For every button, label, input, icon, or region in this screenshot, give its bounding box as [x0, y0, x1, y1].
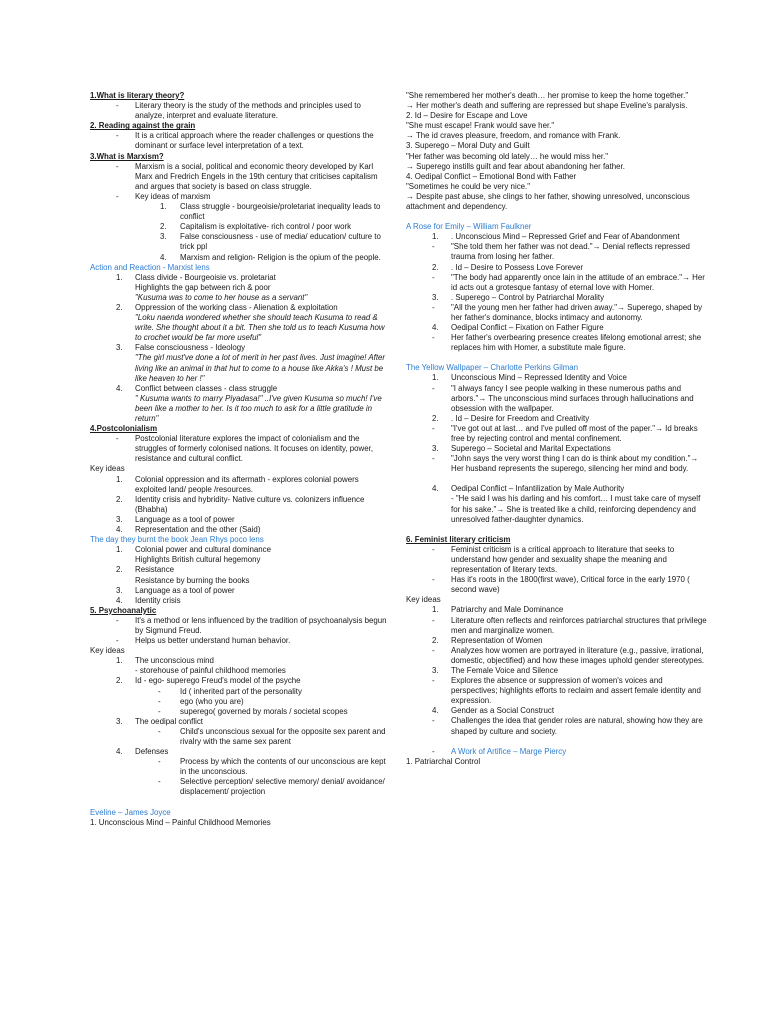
list-item	[90, 777, 390, 797]
list-item-text: Identity crisis and hybridity- Native culture vs. colonizers influence (Bhabha)	[135, 494, 365, 514]
paragraph: → The id craves pleasure, freedom, and romance with Frank.	[406, 131, 621, 141]
list-item	[406, 716, 708, 736]
list-item	[406, 605, 708, 615]
list-marker: 3.	[116, 343, 123, 353]
list-item	[90, 545, 390, 555]
list-item	[406, 323, 708, 333]
list-marker: 1.	[160, 202, 167, 212]
list-marker: 3.	[432, 292, 439, 302]
spacer	[406, 474, 708, 484]
list-marker: -	[432, 575, 435, 585]
list-marker: 3.	[432, 444, 439, 454]
list-marker: -	[432, 333, 435, 343]
paragraph: Highlights the gap between rich & poor	[135, 282, 271, 292]
text-heading: The day they burnt the book Jean Rhys poco lens	[90, 535, 264, 545]
list-item	[90, 727, 390, 747]
list-item	[90, 101, 390, 121]
list-item-text: Defenses	[135, 747, 169, 757]
list-item	[90, 343, 390, 353]
list-item-text: Conflict between classes - class struggle	[135, 383, 278, 393]
list-marker: 1.	[116, 272, 123, 282]
list-item	[406, 454, 708, 474]
section-heading: 2. Reading against the grain	[90, 121, 196, 131]
right-column	[406, 91, 708, 767]
list-item-text: "She told them her father was not dead."→ Denial reflects repressed trauma from losing her father.	[451, 242, 690, 262]
paragraph: 2. Id – Desire for Escape and Love	[406, 111, 528, 121]
list-item	[406, 666, 708, 676]
list-marker: 2.	[432, 635, 439, 645]
list-item	[406, 636, 708, 646]
list-item-text: Child's unconscious sexual for the opposite sex parent and rivalry with the same sex parent	[180, 726, 386, 746]
list-item	[90, 131, 390, 151]
section-heading: 1.What is literary theory?	[90, 91, 185, 100]
list-marker: 2.	[116, 302, 123, 312]
list-marker: -	[116, 636, 119, 646]
list-item-text: Language as a tool of power	[135, 514, 235, 524]
list-marker: 3.	[116, 514, 123, 524]
list-item-text: Id - ego- superego Freud's model of the psyche	[135, 676, 301, 686]
list-item-text: ego (who you are)	[180, 696, 244, 706]
list-marker: -	[432, 716, 435, 726]
list-item	[406, 646, 708, 666]
list-item-text: Challenges the idea that gender roles are natural, showing how they are shaped by culture and society.	[451, 716, 703, 736]
paragraph: Key ideas	[406, 595, 441, 605]
list-item	[90, 525, 390, 535]
list-item-text: Colonial oppression and its aftermath - explores colonial powers exploited land/ people /resources.	[135, 474, 359, 494]
list-item-text: . Id – Desire to Possess Love Forever	[451, 262, 584, 272]
list-item-text: "John says the very worst thing I can do is think about my condition."→ Her husband represents the superego, silencing her mind and body.	[451, 454, 699, 474]
list-item	[406, 303, 708, 323]
list-item-text: False consciousness - use of media/ education/ culture to trick ppl	[180, 232, 381, 252]
list-item	[90, 707, 390, 717]
list-item	[90, 636, 390, 646]
paragraph: Resistance by burning the books	[135, 575, 250, 585]
text-heading: The Yellow Wallpaper – Charlotte Perkins Gilman	[406, 363, 579, 373]
list-marker: -	[158, 696, 161, 706]
list-item-text: Capitalism is exploitative- rich control / poor work	[180, 222, 352, 232]
paragraph: 1. Patriarchal Control	[406, 756, 481, 766]
list-item-text: Marxism and religion- Religion is the opium of the people.	[180, 252, 381, 262]
list-item-text: "The body had apparently once lain in the attitude of an embrace."→ Her id acts out a grotesque fantasy of eternal love with Homer.	[451, 272, 705, 292]
list-item	[90, 162, 390, 192]
paragraph: 1. Unconscious Mind – Painful Childhood Memories	[90, 817, 271, 827]
list-item-text: Id ( inherited part of the personality	[180, 686, 302, 696]
spacer	[406, 737, 708, 747]
list-item	[406, 384, 708, 414]
text-heading: A Rose for Emily – William Faulkner	[406, 222, 532, 232]
list-marker: -	[116, 101, 119, 111]
list-item	[406, 545, 708, 575]
list-item	[90, 656, 390, 666]
paragraph: - "He said I was his darling and his comfort… I must take care of myself for his sake."→ She is treated like a child, reinforcing dependency and unresolved father-daughter dynamics.	[451, 494, 701, 524]
list-item-text: Superego – Societal and Marital Expectations	[451, 444, 611, 454]
list-item	[406, 263, 708, 273]
list-item	[90, 717, 390, 727]
list-item-text: Representation of Women	[451, 635, 543, 645]
list-item-text: Class divide - Bourgeoisie vs. proletariat	[135, 272, 276, 282]
list-item	[90, 273, 390, 283]
paragraph: → Superego instills guilt and fear about abandoning her father.	[406, 161, 625, 171]
paragraph: "The girl must've done a lot of merit in her past lives. Just imagine! After living like an animal in that hut to come to a house like Akka's ! Must be like heaven to her !"	[135, 353, 386, 383]
spacer	[90, 798, 390, 808]
list-item	[90, 202, 390, 222]
list-item-text: Oppression of the working class - Alienation & exploitation	[135, 302, 338, 312]
paragraph: Key ideas	[90, 464, 125, 474]
list-marker: -	[116, 434, 119, 444]
list-item-text: Identity crisis	[135, 595, 181, 605]
list-item	[90, 747, 390, 757]
list-marker: -	[432, 423, 435, 433]
list-item-text: "All the young men her father had driven away."→ Superego, shaped by her father's dominance, blocks intimacy and autonomy.	[451, 302, 703, 322]
list-item	[406, 484, 708, 494]
list-item-text: . Unconscious Mind – Repressed Grief and Fear of Abandonment	[451, 232, 680, 242]
list-item-text: Literary theory is the study of the methods and principles used to analyze, interpret and evaluate literature.	[135, 101, 361, 121]
list-item	[90, 697, 390, 707]
list-item	[406, 293, 708, 303]
section-heading: 6. Feminist literary criticism	[406, 534, 511, 544]
list-marker: 2.	[116, 565, 123, 575]
list-marker: 1.	[432, 373, 439, 383]
list-marker: 1.	[116, 474, 123, 484]
list-item	[90, 687, 390, 697]
section-heading: 3.What is Marxism?	[90, 151, 164, 161]
list-item-text: Gender as a Social Construct	[451, 706, 555, 716]
list-marker: -	[158, 726, 161, 736]
list-marker: -	[432, 242, 435, 252]
list-marker: 2.	[116, 676, 123, 686]
list-marker: 3.	[160, 232, 167, 242]
list-marker: -	[432, 544, 435, 554]
section-heading: 4.Postcolonialism	[90, 424, 158, 434]
list-marker: 4.	[432, 484, 439, 494]
list-item	[90, 495, 390, 515]
paragraph: "Sometimes he could be very nice."	[406, 181, 531, 191]
paragraph: - storehouse of painful childhood memories	[135, 666, 286, 676]
paragraph: → Her mother's death and suffering are repressed but shape Eveline's paralysis.	[406, 101, 688, 111]
list-marker: 2.	[160, 222, 167, 232]
list-item	[90, 384, 390, 394]
spacer	[406, 525, 708, 535]
list-marker: 1.	[116, 545, 123, 555]
list-item-text: It's a method or lens influenced by the tradition of psychoanalysis begun by Sigmund Freud.	[135, 615, 387, 635]
list-item	[90, 434, 390, 464]
list-marker: -	[432, 383, 435, 393]
list-item	[406, 575, 708, 595]
list-item-text: . Superego – Control by Patriarchal Morality	[451, 292, 605, 302]
list-item-text: Helps us better understand human behavior.	[135, 636, 291, 646]
section-heading: 5. Psychoanalytic	[90, 605, 157, 615]
list-item-text: The oedipal conflict	[135, 716, 203, 726]
list-item-text: superego( governed by morals / societal scopes	[180, 706, 348, 716]
list-item	[90, 676, 390, 686]
list-marker: -	[116, 615, 119, 625]
list-marker: -	[116, 191, 119, 201]
list-item-text: Has it's roots in the 1800(first wave), Critical force in the early 1970 ( second wave)	[451, 575, 690, 595]
paragraph: Highlights British cultural hegemony	[135, 555, 261, 565]
spacer	[406, 212, 708, 222]
spacer	[406, 353, 708, 363]
list-marker: -	[158, 777, 161, 787]
paragraph: "Kusuma was to come to her house as a servant"	[135, 292, 308, 302]
paragraph: "She remembered her mother's death… her promise to keep the home together."	[406, 91, 689, 100]
list-item	[90, 222, 390, 232]
list-item	[90, 232, 390, 252]
list-marker: -	[432, 272, 435, 282]
list-item-text: Analyzes how women are portrayed in literature (e.g., passive, irrational, domestic, objectified) and how these images uphold gender stereotypes.	[451, 645, 705, 665]
list-item	[406, 747, 708, 757]
list-item-text: Resistance	[135, 565, 175, 575]
list-item	[406, 242, 708, 262]
list-item-text: Key ideas of marxism	[135, 191, 211, 201]
list-item	[406, 232, 708, 242]
paragraph: → Despite past abuse, she clings to her father, showing unresolved, unconscious attachment and dependency.	[406, 191, 690, 212]
list-item-text: Feminist criticism is a critical approach to literature that seeks to understand how gender and sexuality shape the meaning and representation of literary texts.	[451, 544, 675, 575]
list-item-text: "I always fancy I see people walking in these numerous paths and arbors."→ The unconscious mind surfaces through hallucinations and obsession with the wallpaper.	[451, 383, 694, 413]
left-column	[90, 91, 390, 828]
list-marker: -	[432, 676, 435, 686]
list-marker: 2.	[116, 494, 123, 504]
list-marker: -	[432, 746, 435, 756]
list-item	[406, 273, 708, 293]
list-item-text: It is a critical approach where the reader challenges or questions the dominant or surface level interpretation of a text.	[135, 131, 374, 151]
list-marker: 4.	[160, 252, 167, 262]
list-marker: -	[116, 161, 119, 171]
list-marker: 4.	[432, 706, 439, 716]
list-marker: -	[432, 302, 435, 312]
paragraph: "Her father was becoming old lately… he would miss her."	[406, 151, 609, 161]
list-item	[90, 616, 390, 636]
paragraph: 3. Superego – Moral Duty and Guilt	[406, 141, 530, 151]
list-item	[90, 757, 390, 777]
paragraph: 4. Oedipal Conflict – Emotional Bond with Father	[406, 171, 577, 181]
list-marker: 2.	[432, 413, 439, 423]
list-item-text: . Id – Desire for Freedom and Creativity	[451, 413, 590, 423]
list-item-text: Selective perception/ selective memory/ denial/ avoidance/ displacement/ projection	[180, 777, 385, 797]
list-item	[406, 414, 708, 424]
list-item	[406, 676, 708, 706]
text-heading: Action and Reaction - Marxist lens	[90, 262, 210, 272]
paragraph: "She must escape! Frank would save her."	[406, 121, 555, 131]
list-item	[90, 565, 390, 575]
list-marker: 1.	[432, 605, 439, 615]
list-marker: 4.	[116, 747, 123, 757]
list-item	[90, 586, 390, 596]
text-heading: Eveline – James Joyce	[90, 807, 171, 817]
list-marker: 2.	[432, 262, 439, 272]
list-item	[406, 706, 708, 716]
list-marker: 1.	[432, 232, 439, 242]
list-item-text: Patriarchy and Male Dominance	[451, 605, 564, 615]
list-marker: 3.	[116, 585, 123, 595]
list-item-text: Process by which the contents of our unconscious are kept in the unconscious.	[180, 757, 386, 777]
list-item-text: False consciousness - Ideology	[135, 343, 246, 353]
list-item-text: Oedipal Conflict – Infantilization by Male Authority	[451, 484, 625, 494]
list-item-text: Explores the absence or suppression of women's voices and perspectives; highlights efforts to reclaim and assert female identity and expression.	[451, 676, 701, 706]
list-item	[90, 192, 390, 202]
list-item-text: Literature often reflects and reinforces patriarchal structures that privilege men and marginalize women.	[451, 615, 707, 635]
list-item	[90, 253, 390, 263]
list-item-text: Marxism is a social, political and economic theory developed by Karl Marx and Fredrich Engels in the 19th century that criticises capitalism and argues that society is based on class struggle.	[135, 161, 378, 191]
list-item	[406, 373, 708, 383]
list-item-text: Language as a tool of power	[135, 585, 235, 595]
list-item-text: Postcolonial literature explores the impact of colonialism and the struggles of formerly colonised nations. It focuses on identity, power, resistance and cultural conflict.	[135, 434, 374, 464]
list-item-text: Colonial power and cultural dominance	[135, 545, 271, 555]
list-marker: -	[432, 454, 435, 464]
list-marker: 3.	[432, 665, 439, 675]
list-item-text: Oedipal Conflict – Fixation on Father Figure	[451, 323, 604, 333]
list-item-text: The Female Voice and Silence	[451, 665, 559, 675]
list-marker: 1.	[116, 656, 123, 666]
list-item	[90, 596, 390, 606]
list-item	[90, 303, 390, 313]
list-item	[406, 424, 708, 444]
list-item-text: Class struggle - bourgeoisie/proletariat inequality leads to conflict	[180, 202, 381, 222]
list-marker: -	[158, 757, 161, 767]
paragraph: " Kusuma wants to marry Piyadasa!" ..I've given Kusuma so much! I've been like a mother to her. Is it too much to ask for a little gratitude in return"	[135, 393, 382, 423]
list-item	[406, 444, 708, 454]
list-marker: -	[158, 686, 161, 696]
paragraph: "Loku naenda wondered whether she should teach Kusuma to read & write. She thought about it a bit. Then she told us to teach Kusuma how to crochet would be far more useful"	[135, 313, 385, 343]
list-item-text: Her father's overbearing presence creates lifelong emotional arrest; she replaces him with Homer, a substitute male figure.	[451, 333, 702, 353]
list-marker: 4.	[116, 595, 123, 605]
list-marker: 3.	[116, 716, 123, 726]
list-marker: -	[158, 706, 161, 716]
list-marker: -	[432, 615, 435, 625]
list-item	[406, 333, 708, 353]
paragraph: Key ideas	[90, 646, 125, 656]
list-marker: 4.	[116, 525, 123, 535]
list-item-text: A Work of Artifice – Marge Piercy	[451, 746, 567, 756]
list-item	[90, 475, 390, 495]
list-item-text: The unconscious mind	[135, 656, 214, 666]
list-item	[90, 515, 390, 525]
list-item-text: "I've got out at last… and I've pulled off most of the paper."→ Id breaks free by rejecting control and mental confinement.	[451, 423, 698, 443]
list-item	[406, 616, 708, 636]
list-item-text: Representation and the other (Said)	[135, 525, 261, 535]
list-marker: -	[432, 645, 435, 655]
list-item-text: Unconscious Mind – Repressed Identity and Voice	[451, 373, 627, 383]
list-marker: -	[116, 131, 119, 141]
list-marker: 4.	[432, 323, 439, 333]
list-marker: 4.	[116, 383, 123, 393]
